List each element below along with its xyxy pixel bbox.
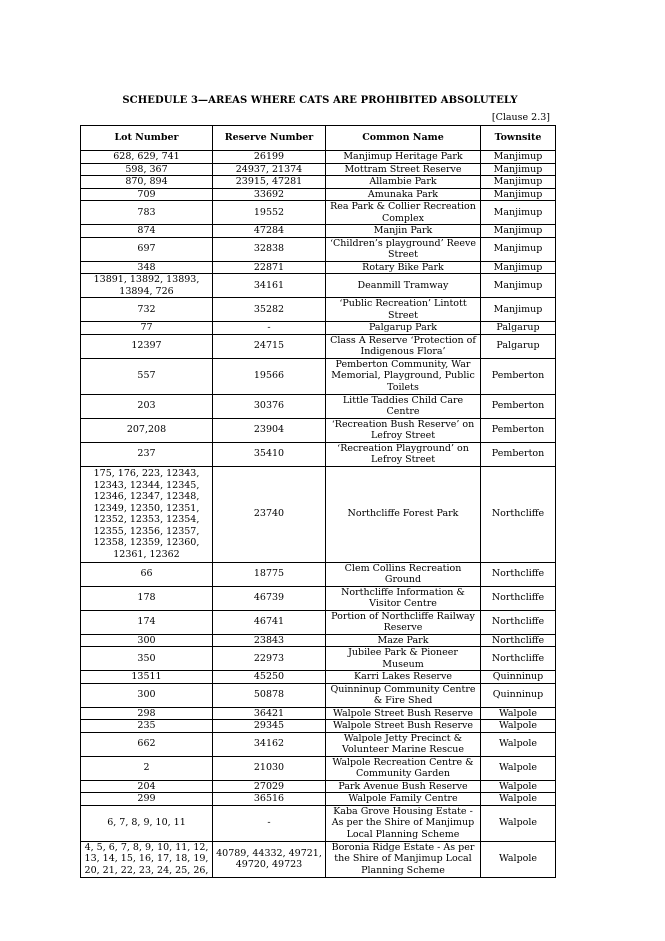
cell-townsite: Northcliffe xyxy=(481,562,556,586)
cell-lot-number: 175, 176, 223, 12343, 12343, 12344, 12345, 12346, 12347, 12348, 12349, 12350, 12351, 12352, 12353, 12354, 12355, 12356, 12357, 12358, 12359, 12360, 12361, 12362 xyxy=(81,466,213,562)
cell-reserve-number: 32838 xyxy=(213,237,326,261)
cell-lot-number: 207,208 xyxy=(81,418,213,442)
cell-townsite: Northcliffe xyxy=(481,647,556,671)
cell-reserve-number: 34162 xyxy=(213,732,326,756)
cell-townsite: Manjimup xyxy=(481,225,556,238)
cell-reserve-number: 50878 xyxy=(213,683,326,707)
cell-common-name: Mottram Street Reserve xyxy=(326,163,481,176)
table-row xyxy=(81,683,556,707)
schedule-table xyxy=(80,125,556,878)
cell-common-name: Deanmill Tramway xyxy=(326,274,481,298)
cell-reserve-number: 47284 xyxy=(213,225,326,238)
cell-common-name: Rea Park & Collier Recreation Complex xyxy=(326,201,481,225)
cell-townsite: Manjimup xyxy=(481,163,556,176)
cell-reserve-number: 46739 xyxy=(213,586,326,610)
cell-townsite: Quinninup xyxy=(481,671,556,684)
cell-reserve-number: 22871 xyxy=(213,261,326,274)
table-row xyxy=(81,322,556,335)
table-row xyxy=(81,756,556,780)
table-row xyxy=(81,562,556,586)
cell-common-name: Boronia Ridge Estate - As per the Shire of Manjimup Local Planning Scheme xyxy=(326,841,481,877)
cell-reserve-number: 19566 xyxy=(213,358,326,394)
cell-reserve-number: 46741 xyxy=(213,610,326,634)
cell-common-name: ‘Recreation Playground’ on Lefroy Street xyxy=(326,442,481,466)
cell-lot-number: 709 xyxy=(81,188,213,201)
cell-reserve-number: 22973 xyxy=(213,647,326,671)
cell-common-name: Manjimup Heritage Park xyxy=(326,151,481,164)
cell-reserve-number: 19552 xyxy=(213,201,326,225)
cell-reserve-number: 23915, 47281 xyxy=(213,176,326,189)
table-row xyxy=(81,225,556,238)
cell-common-name: Pemberton Community, War Memorial, Playground, Public Toilets xyxy=(326,358,481,394)
cell-reserve-number: 18775 xyxy=(213,562,326,586)
cell-townsite: Palgarup xyxy=(481,322,556,335)
cell-reserve-number: 45250 xyxy=(213,671,326,684)
header-reserve-number: Reserve Number xyxy=(213,126,326,151)
table-row xyxy=(81,793,556,806)
table-row xyxy=(81,237,556,261)
cell-lot-number: 874 xyxy=(81,225,213,238)
cell-townsite: Pemberton xyxy=(481,418,556,442)
cell-lot-number: 2 xyxy=(81,756,213,780)
cell-lot-number: 12397 xyxy=(81,334,213,358)
cell-townsite: Walpole xyxy=(481,732,556,756)
cell-reserve-number: 36421 xyxy=(213,707,326,720)
cell-lot-number: 13511 xyxy=(81,671,213,684)
cell-reserve-number: 24937, 21374 xyxy=(213,163,326,176)
cell-lot-number: 628, 629, 741 xyxy=(81,151,213,164)
cell-common-name: Walpole Recreation Centre & Community Garden xyxy=(326,756,481,780)
cell-common-name: Maze Park xyxy=(326,634,481,647)
cell-common-name: Northcliffe Information & Visitor Centre xyxy=(326,586,481,610)
cell-lot-number: 13891, 13892, 13893, 13894, 726 xyxy=(81,274,213,298)
cell-lot-number: 783 xyxy=(81,201,213,225)
cell-common-name: Quinninup Community Centre & Fire Shed xyxy=(326,683,481,707)
cell-reserve-number: 29345 xyxy=(213,720,326,733)
table-row xyxy=(81,163,556,176)
cell-townsite: Northcliffe xyxy=(481,610,556,634)
header-common-name: Common Name xyxy=(326,126,481,151)
cell-reserve-number: 23740 xyxy=(213,466,326,562)
clause-reference: [Clause 2.3] xyxy=(491,112,550,123)
cell-townsite: Walpole xyxy=(481,805,556,841)
header-townsite: Townsite xyxy=(481,126,556,151)
cell-common-name: Kaba Grove Housing Estate - As per the Shire of Manjimup Local Planning Scheme xyxy=(326,805,481,841)
table-row xyxy=(81,732,556,756)
cell-reserve-number: 33692 xyxy=(213,188,326,201)
cell-reserve-number: - xyxy=(213,805,326,841)
cell-common-name: Rotary Bike Park xyxy=(326,261,481,274)
cell-lot-number: 870, 894 xyxy=(81,176,213,189)
cell-common-name: Portion of Northcliffe Railway Reserve xyxy=(326,610,481,634)
cell-reserve-number: 27029 xyxy=(213,780,326,793)
table-row xyxy=(81,442,556,466)
cell-common-name: Manjin Park xyxy=(326,225,481,238)
cell-townsite: Manjimup xyxy=(481,151,556,164)
cell-reserve-number: 35282 xyxy=(213,298,326,322)
cell-common-name: Walpole Family Centre xyxy=(326,793,481,806)
cell-lot-number: 4, 5, 6, 7, 8, 9, 10, 11, 12, 13, 14, 15, 16, 17, 18, 19, 20, 21, 22, 23, 24, 25, 26, xyxy=(81,841,213,877)
cell-lot-number: 662 xyxy=(81,732,213,756)
cell-townsite: Walpole xyxy=(481,707,556,720)
cell-townsite: Northcliffe xyxy=(481,586,556,610)
cell-townsite: Northcliffe xyxy=(481,466,556,562)
cell-lot-number: 237 xyxy=(81,442,213,466)
cell-townsite: Walpole xyxy=(481,841,556,877)
cell-common-name: Little Taddies Child Care Centre xyxy=(326,394,481,418)
cell-lot-number: 203 xyxy=(81,394,213,418)
table-row xyxy=(81,466,556,562)
table-row xyxy=(81,274,556,298)
cell-townsite: Walpole xyxy=(481,793,556,806)
cell-common-name: Northcliffe Forest Park xyxy=(326,466,481,562)
cell-lot-number: 697 xyxy=(81,237,213,261)
cell-reserve-number: 34161 xyxy=(213,274,326,298)
table-row xyxy=(81,707,556,720)
table-row xyxy=(81,334,556,358)
cell-townsite: Northcliffe xyxy=(481,634,556,647)
cell-common-name: ‘Children’s playground’ Reeve Street xyxy=(326,237,481,261)
cell-lot-number: 300 xyxy=(81,683,213,707)
cell-townsite: Pemberton xyxy=(481,442,556,466)
cell-townsite: Manjimup xyxy=(481,298,556,322)
cell-townsite: Manjimup xyxy=(481,188,556,201)
cell-common-name: Karri Lakes Reserve xyxy=(326,671,481,684)
cell-reserve-number: 23843 xyxy=(213,634,326,647)
cell-townsite: Palgarup xyxy=(481,334,556,358)
cell-common-name: Walpole Jetty Precinct & Volunteer Marine Rescue xyxy=(326,732,481,756)
table-row xyxy=(81,201,556,225)
table-row xyxy=(81,841,556,877)
cell-townsite: Manjimup xyxy=(481,176,556,189)
table-row xyxy=(81,261,556,274)
cell-common-name: Allambie Park xyxy=(326,176,481,189)
cell-lot-number: 598, 367 xyxy=(81,163,213,176)
table-row xyxy=(81,647,556,671)
cell-reserve-number: 30376 xyxy=(213,394,326,418)
cell-townsite: Pemberton xyxy=(481,358,556,394)
table-row xyxy=(81,358,556,394)
table-row xyxy=(81,586,556,610)
table-row xyxy=(81,188,556,201)
cell-common-name: Class A Reserve ‘Protection of Indigenous Flora’ xyxy=(326,334,481,358)
cell-townsite: Walpole xyxy=(481,756,556,780)
cell-common-name: Clem Collins Recreation Ground xyxy=(326,562,481,586)
cell-townsite: Manjimup xyxy=(481,237,556,261)
cell-lot-number: 174 xyxy=(81,610,213,634)
schedule-title: SCHEDULE 3—AREAS WHERE CATS ARE PROHIBITED ABSOLUTELY xyxy=(122,95,518,106)
table-row xyxy=(81,805,556,841)
cell-lot-number: 77 xyxy=(81,322,213,335)
cell-lot-number: 235 xyxy=(81,720,213,733)
table-row xyxy=(81,720,556,733)
cell-reserve-number: 24715 xyxy=(213,334,326,358)
cell-common-name: Walpole Street Bush Reserve xyxy=(326,707,481,720)
cell-reserve-number: 26199 xyxy=(213,151,326,164)
cell-reserve-number: 23904 xyxy=(213,418,326,442)
table-row xyxy=(81,671,556,684)
cell-lot-number: 350 xyxy=(81,647,213,671)
cell-reserve-number: 21030 xyxy=(213,756,326,780)
cell-lot-number: 178 xyxy=(81,586,213,610)
cell-common-name: ‘Public Recreation’ Lintott Street xyxy=(326,298,481,322)
cell-reserve-number: 40789, 44332, 49721, 49720, 49723 xyxy=(213,841,326,877)
cell-townsite: Quinninup xyxy=(481,683,556,707)
cell-townsite: Manjimup xyxy=(481,261,556,274)
cell-lot-number: 298 xyxy=(81,707,213,720)
cell-townsite: Walpole xyxy=(481,720,556,733)
cell-common-name: ‘Recreation Bush Reserve’ on Lefroy Street xyxy=(326,418,481,442)
table-row xyxy=(81,780,556,793)
cell-lot-number: 6, 7, 8, 9, 10, 11 xyxy=(81,805,213,841)
cell-common-name: Park Avenue Bush Reserve xyxy=(326,780,481,793)
cell-reserve-number: 36516 xyxy=(213,793,326,806)
cell-common-name: Walpole Street Bush Reserve xyxy=(326,720,481,733)
table-row xyxy=(81,610,556,634)
cell-lot-number: 299 xyxy=(81,793,213,806)
cell-townsite: Manjimup xyxy=(481,274,556,298)
table-row xyxy=(81,298,556,322)
table-body xyxy=(81,151,556,878)
table-row xyxy=(81,394,556,418)
cell-common-name: Palgarup Park xyxy=(326,322,481,335)
cell-lot-number: 348 xyxy=(81,261,213,274)
cell-reserve-number: - xyxy=(213,322,326,335)
table-row xyxy=(81,418,556,442)
table-row xyxy=(81,151,556,164)
cell-townsite: Pemberton xyxy=(481,394,556,418)
cell-lot-number: 66 xyxy=(81,562,213,586)
cell-reserve-number: 35410 xyxy=(213,442,326,466)
cell-lot-number: 732 xyxy=(81,298,213,322)
header-lot-number: Lot Number xyxy=(81,126,213,151)
cell-common-name: Amunaka Park xyxy=(326,188,481,201)
cell-townsite: Manjimup xyxy=(481,201,556,225)
cell-lot-number: 557 xyxy=(81,358,213,394)
cell-common-name: Jubilee Park & Pioneer Museum xyxy=(326,647,481,671)
cell-lot-number: 204 xyxy=(81,780,213,793)
table-row xyxy=(81,176,556,189)
cell-townsite: Walpole xyxy=(481,780,556,793)
cell-lot-number: 300 xyxy=(81,634,213,647)
table-row xyxy=(81,634,556,647)
table-header-row xyxy=(81,126,556,151)
